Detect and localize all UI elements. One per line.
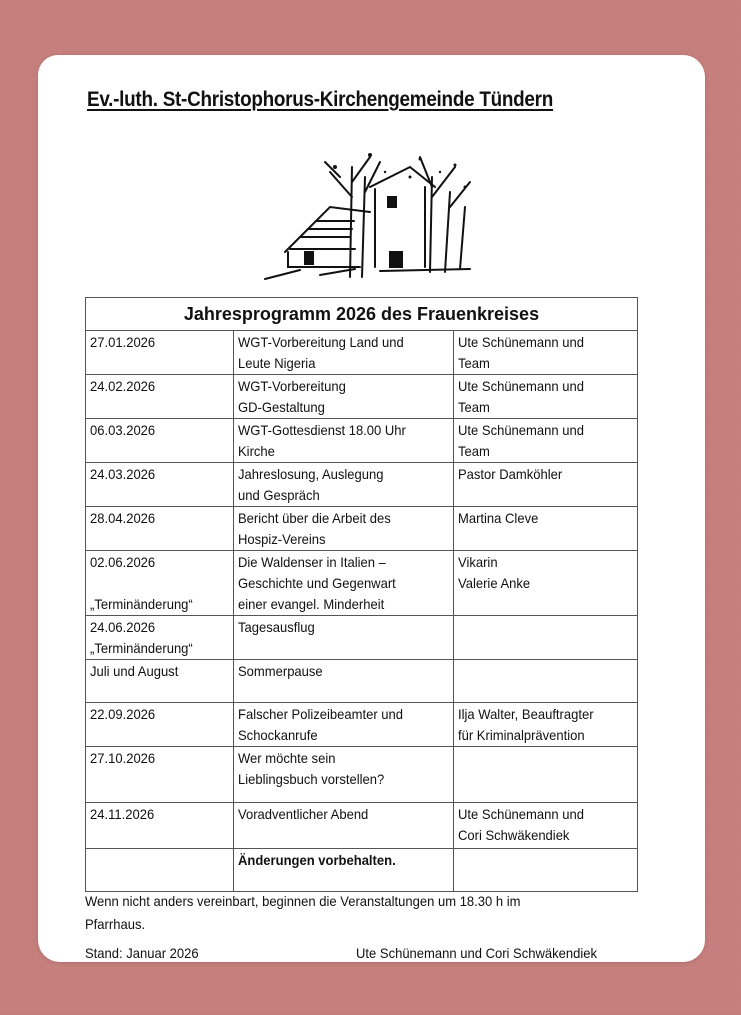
date-cell (86, 660, 234, 703)
date-cell (86, 747, 234, 803)
cell-line: Juli und August (90, 663, 179, 679)
footer-authors: Ute Schünemann und Cori Schwäkendiek (356, 945, 598, 961)
cell-line: GD-Gestaltung (238, 399, 325, 415)
topic-cell (234, 331, 454, 375)
cell-line: Valerie Anke (458, 575, 531, 591)
speaker-cell (454, 507, 638, 551)
cell-line: Geschichte und Gegenwart (238, 575, 396, 591)
speaker-cell (454, 551, 638, 616)
topic-cell (234, 507, 454, 551)
speaker-cell (454, 331, 638, 375)
parish-title: Ev.-luth. St-Christophorus-Kirchengemeinde Tündern (87, 88, 554, 111)
cell-line: 24.11.2026 (90, 806, 155, 822)
cell-line: 06.03.2026 (90, 422, 156, 438)
date-cell (86, 803, 234, 849)
speaker-cell (454, 660, 638, 703)
cell-line: Ute Schünemann und (458, 334, 584, 350)
cell-line: WGT-Gottesdienst 18.00 Uhr (238, 422, 406, 438)
cell-line: Team (458, 443, 490, 459)
cell-line: 24.03.2026 (90, 466, 156, 482)
program-table (85, 297, 638, 892)
cell-line: Ilja Walter, Beauftragter (458, 706, 594, 722)
cell-line: für Kriminalprävention (458, 727, 585, 743)
start-time-note (85, 890, 645, 936)
cell-line: 28.04.2026 (90, 510, 156, 526)
cell-line: Voradventlicher Abend (238, 806, 369, 822)
table-row (86, 331, 638, 375)
speaker-cell (454, 375, 638, 419)
cell-line: „Terminänderung“ (90, 596, 193, 612)
program-card (38, 55, 705, 962)
topic-cell (234, 375, 454, 419)
cell-line: Jahreslosung, Auslegung (238, 466, 384, 482)
date-cell (86, 703, 234, 747)
topic-cell (234, 551, 454, 616)
cell-line: 27.10.2026 (90, 750, 156, 766)
cell-line: 24.02.2026 (90, 378, 156, 394)
cell-line: Pastor Damköhler (458, 466, 563, 482)
table-row (86, 803, 638, 849)
cell-line: 02.06.2026 (90, 554, 156, 570)
cell-line: Ute Schünemann und (458, 422, 584, 438)
speaker-cell (454, 703, 638, 747)
cell-line: Die Waldenser in Italien – (238, 554, 386, 570)
cell-line: Änderungen vorbehalten. (238, 852, 396, 868)
date-cell (86, 616, 234, 660)
topic-cell (234, 803, 454, 849)
cell-line (90, 573, 218, 594)
cell-line: Vikarin (458, 554, 498, 570)
footer-date: Stand: Januar 2026 (85, 945, 199, 961)
note-line: Pfarrhaus. (85, 916, 146, 932)
cell-line: Martina Cleve (458, 510, 539, 526)
cell-line: Cori Schwäkendiek (458, 827, 570, 843)
cell-line: Team (458, 399, 490, 415)
date-cell (86, 463, 234, 507)
cell-line: Kirche (238, 443, 275, 459)
topic-cell (234, 660, 454, 703)
speaker-cell (454, 463, 638, 507)
topic-cell (234, 747, 454, 803)
church-illustration (260, 137, 480, 287)
cell-line: WGT-Vorbereitung (238, 378, 346, 394)
topic-cell (234, 419, 454, 463)
table-row (86, 660, 638, 703)
table-row (86, 616, 638, 660)
cell-line: WGT-Vorbereitung Land und (238, 334, 404, 350)
table-row (86, 375, 638, 419)
cell-line: einer evangel. Minderheit (238, 596, 385, 612)
cell-line: Ute Schünemann und (458, 806, 584, 822)
table-row (86, 849, 638, 892)
table-row (86, 703, 638, 747)
table-row (86, 419, 638, 463)
cell-line: Lieblingsbuch vorstellen? (238, 771, 385, 787)
date-cell (86, 551, 234, 616)
note-line: Wenn nicht anders vereinbart, beginnen die Veranstaltungen um 18.30 h im (85, 893, 521, 909)
cell-line: Hospiz-Vereins (238, 531, 326, 547)
topic-cell (234, 849, 454, 892)
cell-line: Sommerpause (238, 663, 323, 679)
speaker-cell (454, 616, 638, 660)
table-row (86, 551, 638, 616)
cell-line: 24.06.2026 (90, 619, 156, 635)
speaker-cell (454, 849, 638, 892)
table-row (86, 747, 638, 803)
date-cell (86, 507, 234, 551)
cell-line: Wer möchte sein (238, 750, 336, 766)
table-row (86, 463, 638, 507)
cell-line: Falscher Polizeibeamter und (238, 706, 404, 722)
cell-line: Schockanrufe (238, 727, 318, 743)
speaker-cell (454, 747, 638, 803)
table-row (86, 507, 638, 551)
cell-line: „Terminänderung“ (90, 640, 193, 656)
cell-line: Tagesausflug (238, 619, 315, 635)
date-cell (86, 419, 234, 463)
topic-cell (234, 463, 454, 507)
table-header: Jahresprogramm 2026 des Frauenkreises (86, 298, 638, 331)
date-cell (86, 849, 234, 892)
topic-cell (234, 703, 454, 747)
cell-line: 27.01.2026 (90, 334, 156, 350)
speaker-cell (454, 803, 638, 849)
date-cell (86, 331, 234, 375)
date-cell (86, 375, 234, 419)
cell-line: 22.09.2026 (90, 706, 156, 722)
cell-line: Ute Schünemann und (458, 378, 584, 394)
cell-line: Bericht über die Arbeit des (238, 510, 391, 526)
speaker-cell (454, 419, 638, 463)
cell-line: Team (458, 355, 490, 371)
cell-line: und Gespräch (238, 487, 320, 503)
topic-cell (234, 616, 454, 660)
cell-line: Leute Nigeria (238, 355, 316, 371)
